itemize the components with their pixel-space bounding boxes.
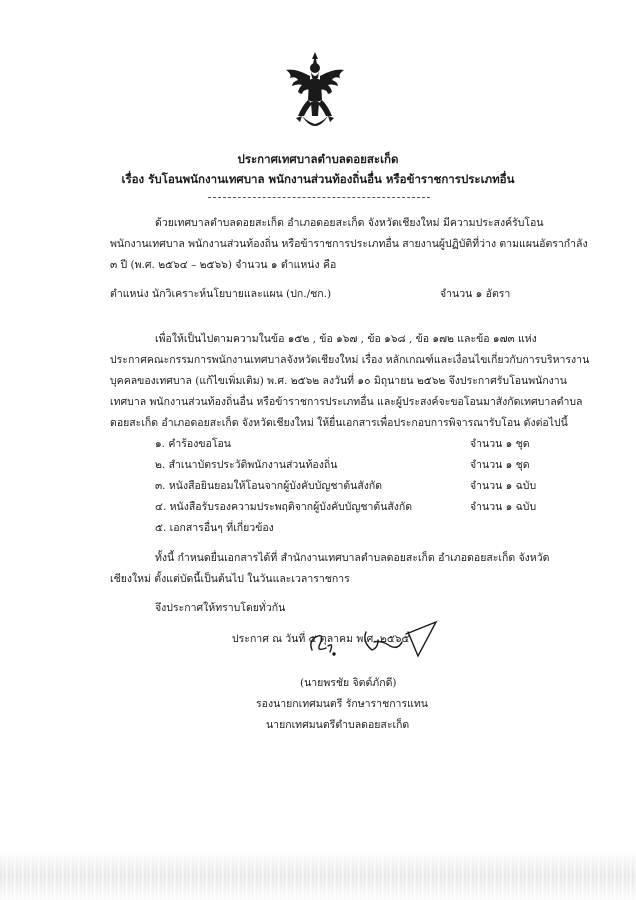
signatory-role-2: นายกเทศมนตรีตำบลดอยสะเก็ด [266, 719, 410, 731]
list-item: ๒. สำเนาบัตรประวัติพนักงานส่วนท้องถิ่น [155, 459, 338, 471]
body-line-3: บุคคลของเทศบาล (แก้ไขเพิ่มเติม) พ.ศ. ๒๕๖๒ ลงวันที่ ๑๐ มิถุนายน ๒๕๖๒ จึงประกาศรับโอนพนักงาน [110, 375, 567, 387]
submission-line-2: เชียงใหม่ ตั้งแต่บัดนี้เป็นต้นไป ในวันและเวลาราชการ [110, 573, 350, 585]
signatory-role-1: รองนายกเทศมนตรี รักษาราชการแทน [256, 698, 428, 710]
list-item-qty: จำนวน ๑ ชุด [470, 459, 530, 471]
list-item-qty: จำนวน ๑ ฉบับ [470, 480, 537, 492]
position-count: จำนวน ๑ อัตรา [440, 288, 511, 300]
scan-artifact-shade [0, 852, 636, 900]
position-label: ตำแหน่ง นักวิเคราะห์นโยบายและแผน (ปก./ชก.) [110, 288, 332, 300]
subject-line: เรื่อง รับโอนพนักงานเทศบาล พนักงานส่วนท้องถิ่นอื่น หรือข้าราชการประเภทอื่น [121, 172, 515, 186]
list-item-qty: จำนวน ๑ ชุด [470, 438, 530, 450]
list-item: ๑. คำร้องขอโอน [155, 438, 231, 450]
intro-line-1: ด้วยเทศบาลตำบลดอยสะเก็ด อำเภอดอยสะเก็ด จังหวัดเชียงใหม่ มีความประสงค์รับโอน [155, 217, 544, 229]
closing-line: จึงประกาศให้ทราบโดยทั่วกัน [155, 602, 286, 614]
page-title: ประกาศเทศบาลตำบลดอยสะเก็ด [237, 152, 399, 166]
signatory-name: (นายพรชัย จิตต์ภักดี) [300, 677, 397, 689]
body-line-1: เพื่อให้เป็นไปตามความในข้อ ๑๕๒ , ข้อ ๑๖๗ , ข้อ ๑๖๘ , ข้อ ๑๗๒ และข้อ ๑๗๓ แห่ง [155, 333, 537, 345]
body-line-4: เทศบาล พนักงานส่วนท้องถิ่นอื่น หรือข้าราชการประเภทอื่น และผู้ประสงค์จะขอโอนมาสังกัดเทศบาลตำบล [110, 396, 583, 408]
list-item: ๔. หนังสือรับรองความประพฤติจากผู้บังคับบัญชาต้นสังกัด [155, 501, 413, 513]
garuda-emblem-icon [282, 50, 348, 136]
intro-line-2: พนักงานเทศบาล พนักงานส่วนท้องถิ่น หรือข้าราชการประเภทอื่น สายงานผู้ปฏิบัติที่ว่าง ตามแผนอัตรากำลัง [110, 238, 588, 250]
list-item: ๕. เอกสารอื่นๆ ที่เกี่ยวข้อง [155, 522, 274, 534]
list-item-qty: จำนวน ๑ ฉบับ [470, 501, 537, 513]
signature [290, 612, 460, 662]
body-line-5: ดอยสะเก็ด อำเภอดอยสะเก็ด จังหวัดเชียงใหม่ ให้ยื่นเอกสารเพื่อประกอบการพิจารณารับโอน ดังต่อไปนี้ [110, 417, 568, 429]
divider [208, 197, 430, 198]
submission-line-1: ทั้งนี้ กำหนดยื่นเอกสารได้ที่ สำนักงานเทศบาลตำบลดอยสะเก็ด อำเภอดอยสะเก็ด จังหวัด [155, 552, 550, 564]
list-item: ๓. หนังสือยินยอมให้โอนจากผู้บังคับบัญชาต้นสังกัด [155, 480, 383, 492]
date-line: ประกาศ ณ วันที่ ๕ ตุลาคม พ.ศ. ๒๕๖๕ [232, 633, 410, 645]
body-line-2: ประกาศคณะกรรมการพนักงานเทศบาลจังหวัดเชียงใหม่ เรื่อง หลักเกณฑ์และเงื่อนไขเกี่ยวกับการบริหารงาน [110, 354, 590, 366]
intro-line-3: ๓ ปี (พ.ศ. ๒๕๖๔ – ๒๕๖๖) จำนวน ๑ ตำแหน่ง คือ [110, 259, 337, 271]
